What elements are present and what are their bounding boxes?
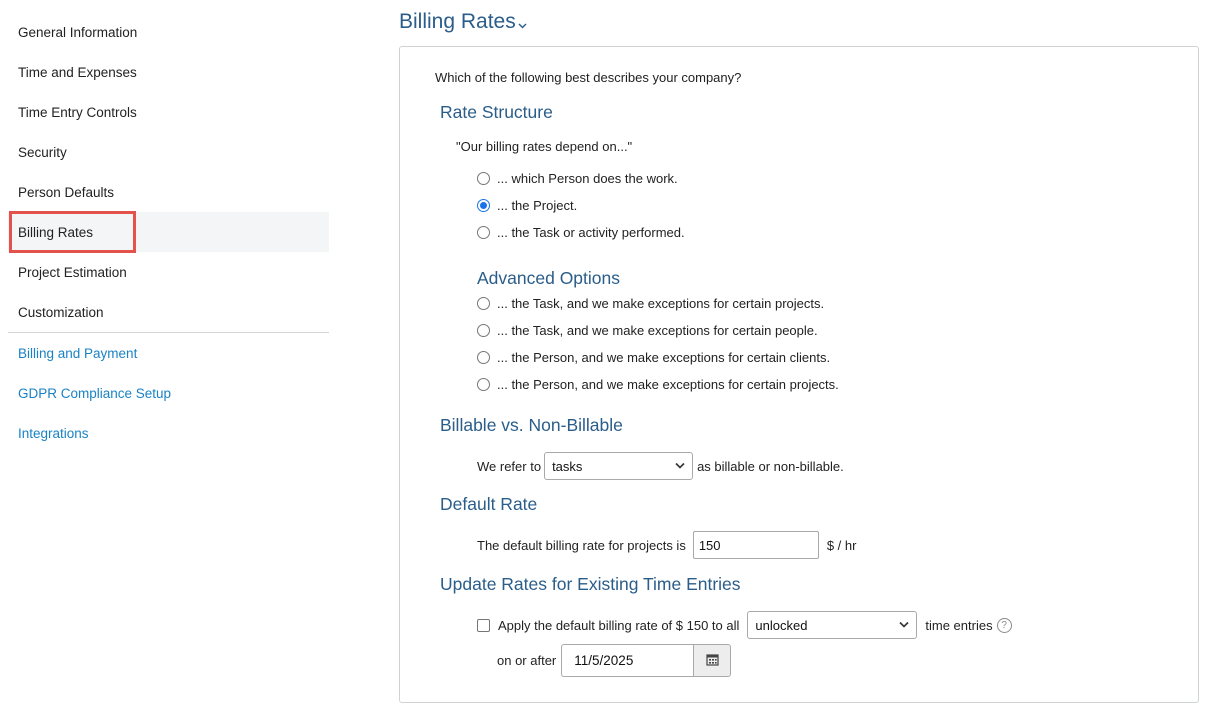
sidebar-item-customization[interactable] [8, 292, 329, 332]
sidebar-item-label: Time and Expenses [18, 64, 137, 80]
radio-label: ... the Person, and we make exceptions for certain clients. [497, 350, 831, 365]
sidebar-item-billing-rates[interactable] [8, 212, 329, 252]
time-entries-suffix: time entries [925, 617, 993, 633]
sidebar-item-general-information[interactable] [8, 12, 329, 52]
radio-option-task-people-exceptions[interactable] [477, 323, 818, 338]
radio-option-task-project-exceptions[interactable] [477, 296, 824, 311]
page-title-text: Billing Rates [399, 10, 516, 33]
help-icon[interactable] [997, 618, 1012, 633]
radio-label: ... the Project. [497, 198, 578, 213]
input-value: 150 [698, 537, 721, 553]
calendar-button[interactable] [693, 644, 731, 677]
entry-lock-status-select[interactable] [747, 611, 917, 639]
sidebar-item-label: Project Estimation [18, 264, 127, 280]
radio-option-person-client-exceptions[interactable] [477, 350, 830, 365]
default-rate-heading: Default Rate [440, 494, 538, 514]
billable-unit-select[interactable] [544, 452, 693, 480]
chevron-down-icon [518, 21, 527, 32]
rate-unit: $ / hr [826, 537, 857, 553]
sidebar-item-time-and-expenses[interactable] [8, 52, 329, 92]
sidebar-item-label: Billing Rates [18, 224, 94, 240]
date-value: 11/5/2025 [574, 653, 634, 668]
radio-button[interactable] [477, 297, 490, 310]
radio-button-selected[interactable] [477, 199, 490, 212]
radio-option-person-project-exceptions[interactable] [477, 377, 839, 392]
radio-option-task[interactable] [477, 225, 685, 240]
sidebar-link-billing-and-payment[interactable] [8, 333, 329, 373]
sidebar-item-time-entry-controls[interactable] [8, 92, 329, 132]
sidebar-link-integrations[interactable] [8, 413, 329, 453]
company-question: Which of the following best describes your company? [435, 70, 742, 85]
billable-suffix: as billable or non-billable. [697, 458, 844, 474]
radio-label: ... which Person does the work. [497, 171, 678, 186]
sidebar-link-label: Integrations [18, 425, 89, 441]
sidebar-item-label: Security [18, 144, 67, 160]
radio-label: ... the Task, and we make exceptions for certain people. [497, 323, 818, 338]
sidebar-item-label: General Information [18, 24, 138, 40]
radio-button[interactable] [477, 351, 490, 364]
calendar-icon [706, 653, 719, 669]
advanced-options-heading: Advanced Options [477, 268, 621, 288]
billable-row [477, 452, 844, 480]
select-value: unlocked [755, 617, 808, 633]
sidebar-item-person-defaults[interactable] [8, 172, 329, 212]
update-rates-row [477, 611, 1012, 639]
sidebar-link-gdpr-compliance-setup[interactable] [8, 373, 329, 413]
apply-default-rate-checkbox[interactable] [477, 619, 490, 632]
sidebar-link-label: Billing and Payment [18, 345, 138, 361]
apply-default-rate-label: Apply the default billing rate of $ 150 to all [498, 617, 740, 633]
rate-structure-heading: Rate Structure [440, 102, 553, 122]
radio-button[interactable] [477, 378, 490, 391]
sidebar-item-security[interactable] [8, 132, 329, 172]
date-picker [561, 644, 731, 677]
radio-label: ... the Person, and we make exceptions for certain projects. [497, 377, 839, 392]
date-input[interactable] [561, 644, 693, 677]
radio-label: ... the Task or activity performed. [497, 225, 685, 240]
radio-button[interactable] [477, 226, 490, 239]
update-rates-heading: Update Rates for Existing Time Entries [440, 574, 741, 594]
billable-heading: Billable vs. Non-Billable [440, 415, 623, 435]
billing-rates-panel [399, 46, 1199, 703]
sidebar-link-label: GDPR Compliance Setup [18, 385, 172, 401]
chevron-down-icon [675, 460, 685, 472]
radio-option-person[interactable] [477, 171, 678, 186]
sidebar-item-label: Time Entry Controls [18, 104, 137, 120]
settings-sidebar [0, 0, 330, 712]
sidebar-item-project-estimation[interactable] [8, 252, 329, 292]
page-title[interactable] [399, 10, 527, 34]
date-row [497, 644, 731, 677]
radio-button[interactable] [477, 324, 490, 337]
select-value: tasks [552, 458, 583, 474]
radio-option-project[interactable] [477, 198, 577, 213]
radio-button[interactable] [477, 172, 490, 185]
chevron-down-icon [899, 619, 909, 631]
radio-label: ... the Task, and we make exceptions for certain projects. [497, 296, 825, 311]
help-glyph: ? [1001, 619, 1007, 631]
rate-structure-quote: "Our billing rates depend on..." [456, 139, 633, 154]
default-rate-input[interactable] [693, 531, 819, 559]
date-label: on or after [497, 653, 557, 668]
sidebar-item-label: Customization [18, 304, 104, 320]
sidebar-item-label: Person Defaults [18, 184, 115, 200]
default-rate-row [477, 531, 856, 559]
billable-prefix: We refer to [477, 458, 542, 474]
default-rate-label: The default billing rate for projects is [477, 537, 686, 553]
